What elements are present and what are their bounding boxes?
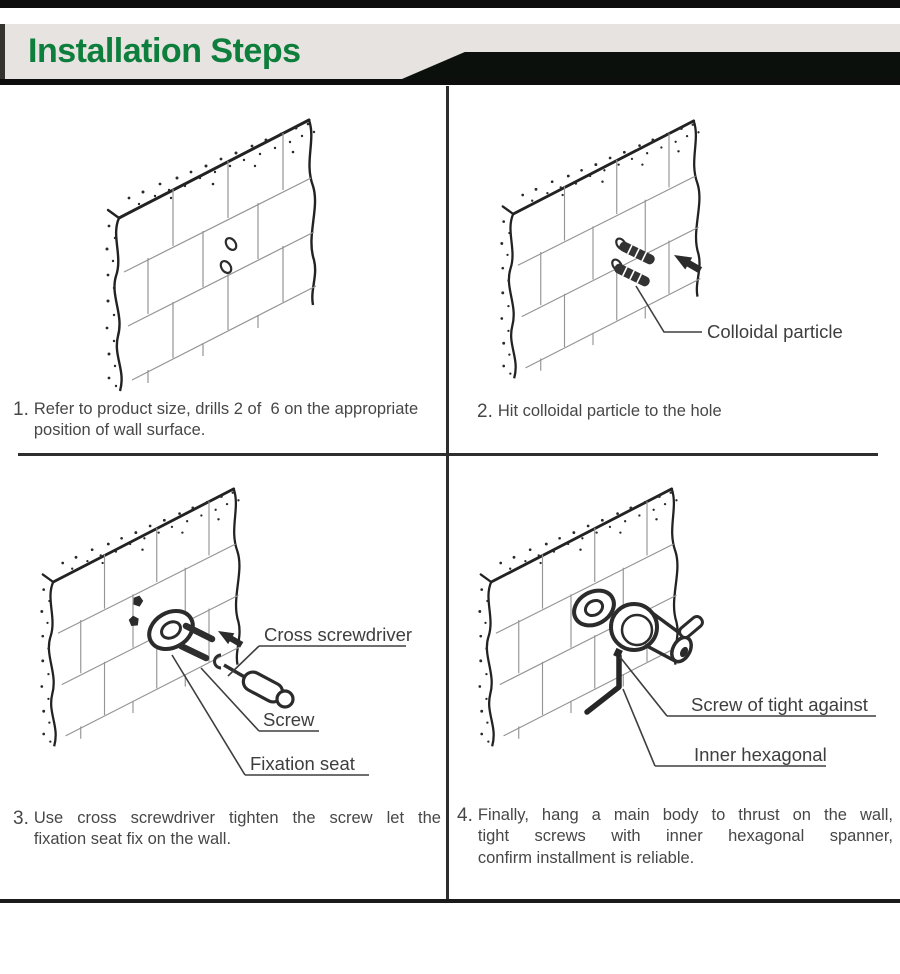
diagram-step1-drill-holes — [0, 86, 446, 398]
label-colloidal-particle: Colloidal particle — [707, 321, 843, 342]
step-4-caption — [457, 805, 893, 869]
label-inner-hexagonal: Inner hexagonal — [694, 744, 827, 765]
horizontal-divider-bottom — [0, 899, 900, 903]
label-fixation-seat: Fixation seat — [250, 753, 355, 774]
hook-peg — [678, 614, 705, 639]
drill-hole — [224, 236, 239, 252]
step-number: 1. — [13, 399, 29, 420]
step-3-caption — [13, 808, 441, 851]
anchor-plug — [613, 262, 652, 288]
step-number: 3. — [13, 808, 29, 829]
step-number: 4. — [457, 805, 473, 826]
anchor-plug — [618, 240, 657, 266]
diagram-step2-anchors — [448, 86, 900, 400]
wall-anchor — [132, 594, 144, 607]
wall-anchor — [128, 615, 140, 627]
label-screw: Screw — [263, 709, 315, 730]
step-text: Refer to product size, drills 2 of 6 on the appropriate position of wall surface. — [33, 400, 419, 440]
header-bottom-black-bar — [0, 79, 900, 85]
step-1-caption — [13, 399, 439, 442]
step-text: Hit colloidal particle to the hole — [497, 402, 722, 420]
callout-leader — [623, 689, 655, 766]
main-body-flange — [611, 604, 657, 650]
header-left-sliver — [0, 24, 5, 79]
header-top-black-bar — [0, 0, 900, 8]
label-cross-screwdriver: Cross screwdriver — [264, 624, 413, 645]
label-screw-of-tight-against: Screw of tight against — [691, 694, 868, 715]
step-2-caption — [477, 401, 897, 422]
screw-rod — [181, 646, 206, 658]
callout-leader — [620, 657, 667, 716]
page-title: Installation Steps — [28, 32, 301, 70]
step-text: Finally, hang a main body to thrust on the wall, tight screws with inner hexagonal spanner, confirm installment is reliable. — [477, 806, 893, 867]
allen-key — [587, 656, 619, 712]
callout-leader — [172, 655, 245, 775]
drill-hole — [219, 259, 234, 275]
step-number: 2. — [477, 401, 493, 422]
screwdriver-knob — [277, 691, 293, 707]
step-text: Use cross screwdriver tighten the screw let the fixation seat fix on the wall. — [33, 809, 441, 849]
